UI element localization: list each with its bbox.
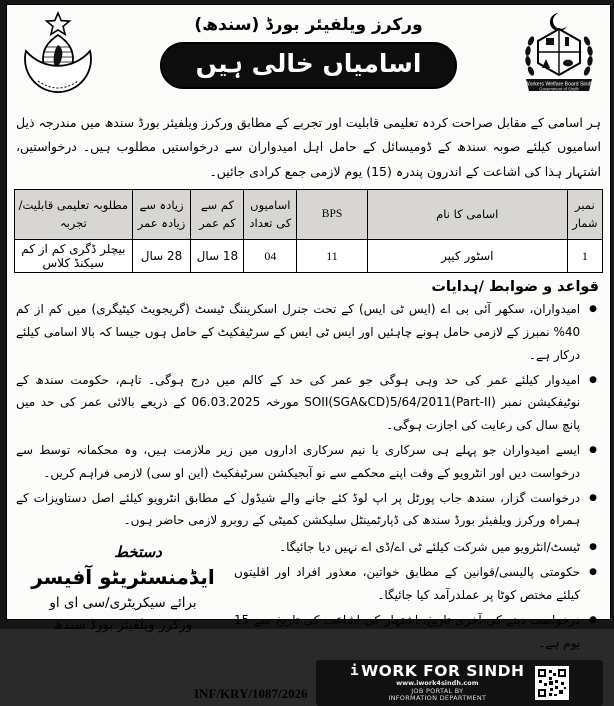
bullet-icon: ● bbox=[589, 304, 597, 315]
ribbon-text-line2: Government of Sindh bbox=[539, 86, 579, 92]
list-item bbox=[14, 368, 603, 438]
rule-text: ایسے امیدواران جو پہلے ہی سرکاری یا نیم سرکاری اداروں میں زیر ملازمت ہیں، وہ محکمانہ توسط سے درخواست دیں اور انٹرویو کے وقت اپنے محکمے سے نو آبجیکشن سرٹیفکیٹ (این او سی) لازمی فراہم کریں۔ bbox=[16, 442, 581, 480]
ad-bottom-section bbox=[14, 535, 603, 706]
col-bps: BPS bbox=[297, 190, 368, 240]
bullet-icon: ● bbox=[589, 542, 597, 553]
signature-label: دستخط bbox=[114, 543, 162, 562]
ad-header bbox=[14, 9, 603, 109]
col-max-age: زیادہ سے زیادہ عمر bbox=[132, 190, 191, 240]
work-for-sindh-banner bbox=[316, 660, 603, 706]
cell-post-name: اسٹور کیپر bbox=[367, 240, 567, 273]
org-title: ورکرز ویلفیئر بورڈ (سندھ) bbox=[194, 15, 423, 35]
vacancy-banner: اسامیاں خالی ہیں bbox=[160, 42, 458, 89]
list-item bbox=[232, 535, 603, 560]
rule-text: ٹیسٹ/انٹرویو میں شرکت کیلئے ٹی اے/ڈی اے نہیں دیا جائیگا۔ bbox=[279, 540, 581, 555]
col-post-name: اسامی کا نام bbox=[367, 190, 567, 240]
cell-min-age: 18 سال bbox=[191, 240, 244, 273]
cell-max-age: 28 سال bbox=[132, 240, 191, 273]
vacancies-table bbox=[14, 189, 603, 273]
cell-serial: 1 bbox=[567, 240, 602, 273]
list-item bbox=[14, 438, 603, 486]
bullet-icon: ● bbox=[589, 444, 597, 455]
rules-heading: قواعد و ضوابط /ہدایات bbox=[431, 279, 599, 296]
intro-paragraph: ہر اسامی کے مقابل صراحت کردہ تعلیمی قابلیت اور تجربے کے مطابق ورکرز ویلفیئر بورڈ سندھ میں مندرجہ ذیل اسامیوں کیلئے صوبہ سندھ کے ڈومیسائل کے حامل اہل امیدواران سے درخواستیں مطلوب ہیں۔ درخواستیں، اشتہار ہذا کی اشاعت کے اندرون پندرہ (15) یوم لازمی جمع کرادی جائیں۔ bbox=[16, 115, 601, 179]
portal-department: INFORMATION DEPARTMENT bbox=[388, 694, 487, 703]
rules-list bbox=[14, 297, 603, 533]
cell-bps: 11 bbox=[297, 240, 368, 273]
portal-url: www.iwork4sindh.com bbox=[396, 679, 479, 688]
qr-code-icon bbox=[535, 666, 569, 700]
rule-text: امیدوار کیلئے عمر کی حد وہی ہوگی جو عمر کی حد کے کالم میں درج ہوگی۔ تاہم، حکومت سندھ کے نوٹیفکیشن نمبر SOII(SGA&CD)5/64/2011(Part-II) مورخہ 06.03.2025 کے ذریعے بالائی عمر کی حد میں پانچ سال کی رعایت کی اجازت ہوگی۔ bbox=[16, 372, 581, 433]
portal-byline: JOB PORTAL BY bbox=[411, 686, 464, 695]
workers-welfare-board-emblem bbox=[515, 9, 603, 107]
table-header-row bbox=[15, 190, 603, 240]
table-row bbox=[15, 240, 603, 273]
list-item bbox=[14, 297, 603, 367]
job-advertisement bbox=[6, 4, 611, 703]
bullet-icon: ● bbox=[589, 374, 597, 385]
col-qualification: مطلوبہ تعلیمی قابلیت/تجربہ bbox=[15, 190, 133, 240]
portal-title: i WORK FOR SINDH bbox=[350, 661, 525, 680]
list-item bbox=[232, 608, 603, 656]
bullet-icon: ● bbox=[589, 567, 597, 578]
cell-count: 04 bbox=[244, 240, 297, 273]
col-min-age: کم سے کم عمر bbox=[191, 190, 244, 240]
signatory-organization: ورکرز ویلفیئر بورڈ سندھ bbox=[53, 617, 193, 634]
bullet-icon: ● bbox=[589, 492, 597, 503]
bullet-icon: ● bbox=[589, 615, 597, 626]
rules-list-continued bbox=[232, 535, 603, 656]
rule-text: درخواست دینے کی آخری تاریخ، اشتہار کی اشاعت کی تاریخ سے 15 یوم ہے۔ bbox=[234, 613, 581, 650]
list-item bbox=[232, 560, 603, 608]
rule-text: حکومتی پالیسی/قوانین کے مطابق خواتین، معذور افراد اور اقلیتوں کیلئے مختص کوٹا پر عملدرآمد کیا جائیگا۔ bbox=[234, 565, 581, 603]
ad-title-block bbox=[102, 9, 515, 89]
ribbon-text-line1: Workers Welfare Board Sindh bbox=[524, 81, 594, 88]
signatory-for-line: برائے سیکریٹری/سی ای او bbox=[49, 595, 197, 612]
government-of-sindh-emblem bbox=[14, 9, 102, 107]
col-post-count: اسامیوں کی تعداد bbox=[244, 190, 297, 240]
ad-footer bbox=[194, 656, 603, 706]
work-for-sindh-text bbox=[350, 663, 524, 703]
cell-qualification: بیچلر ڈگری کم از کم سیکنڈ کلاس bbox=[15, 240, 133, 273]
rule-text: امیدواران، سکھر آئی بی اے (ایس ٹی ایس) کے تحت جنرل اسکریننگ ٹیسٹ (گریجویٹ کیٹیگری) میں کم از کم 40% نمبرز کے لازمی حامل ہونے چاہئیں اور ایس ٹی ایس کے سرٹیفکیٹ کے حامل ہوں جیسا کہ بالا اسامی کیلئے درکار ہے۔ bbox=[16, 302, 581, 362]
list-item bbox=[14, 486, 603, 534]
col-serial-number: نمبر شمار bbox=[567, 190, 602, 240]
rule-text: درخواست گزار، سندھ جاب پورٹل پر اپ لوڈ کئے جانے والے شیڈول کے مطابق انٹرویو کیلئے اصل دستاویزات کے ہمراہ ورکرز ویلفیئر بورڈ سندھ کی ڈپارٹمینٹل سلیکشن کمیٹی کے روبرو لازمی حاضر ہوں۔ bbox=[16, 490, 581, 528]
advertisement-reference-number: INF/KRY/1087/2026 bbox=[194, 685, 308, 701]
i-portal-icon: i bbox=[350, 662, 360, 679]
signatory-title: ایڈمنسٹریٹو آفیسر bbox=[31, 565, 215, 590]
